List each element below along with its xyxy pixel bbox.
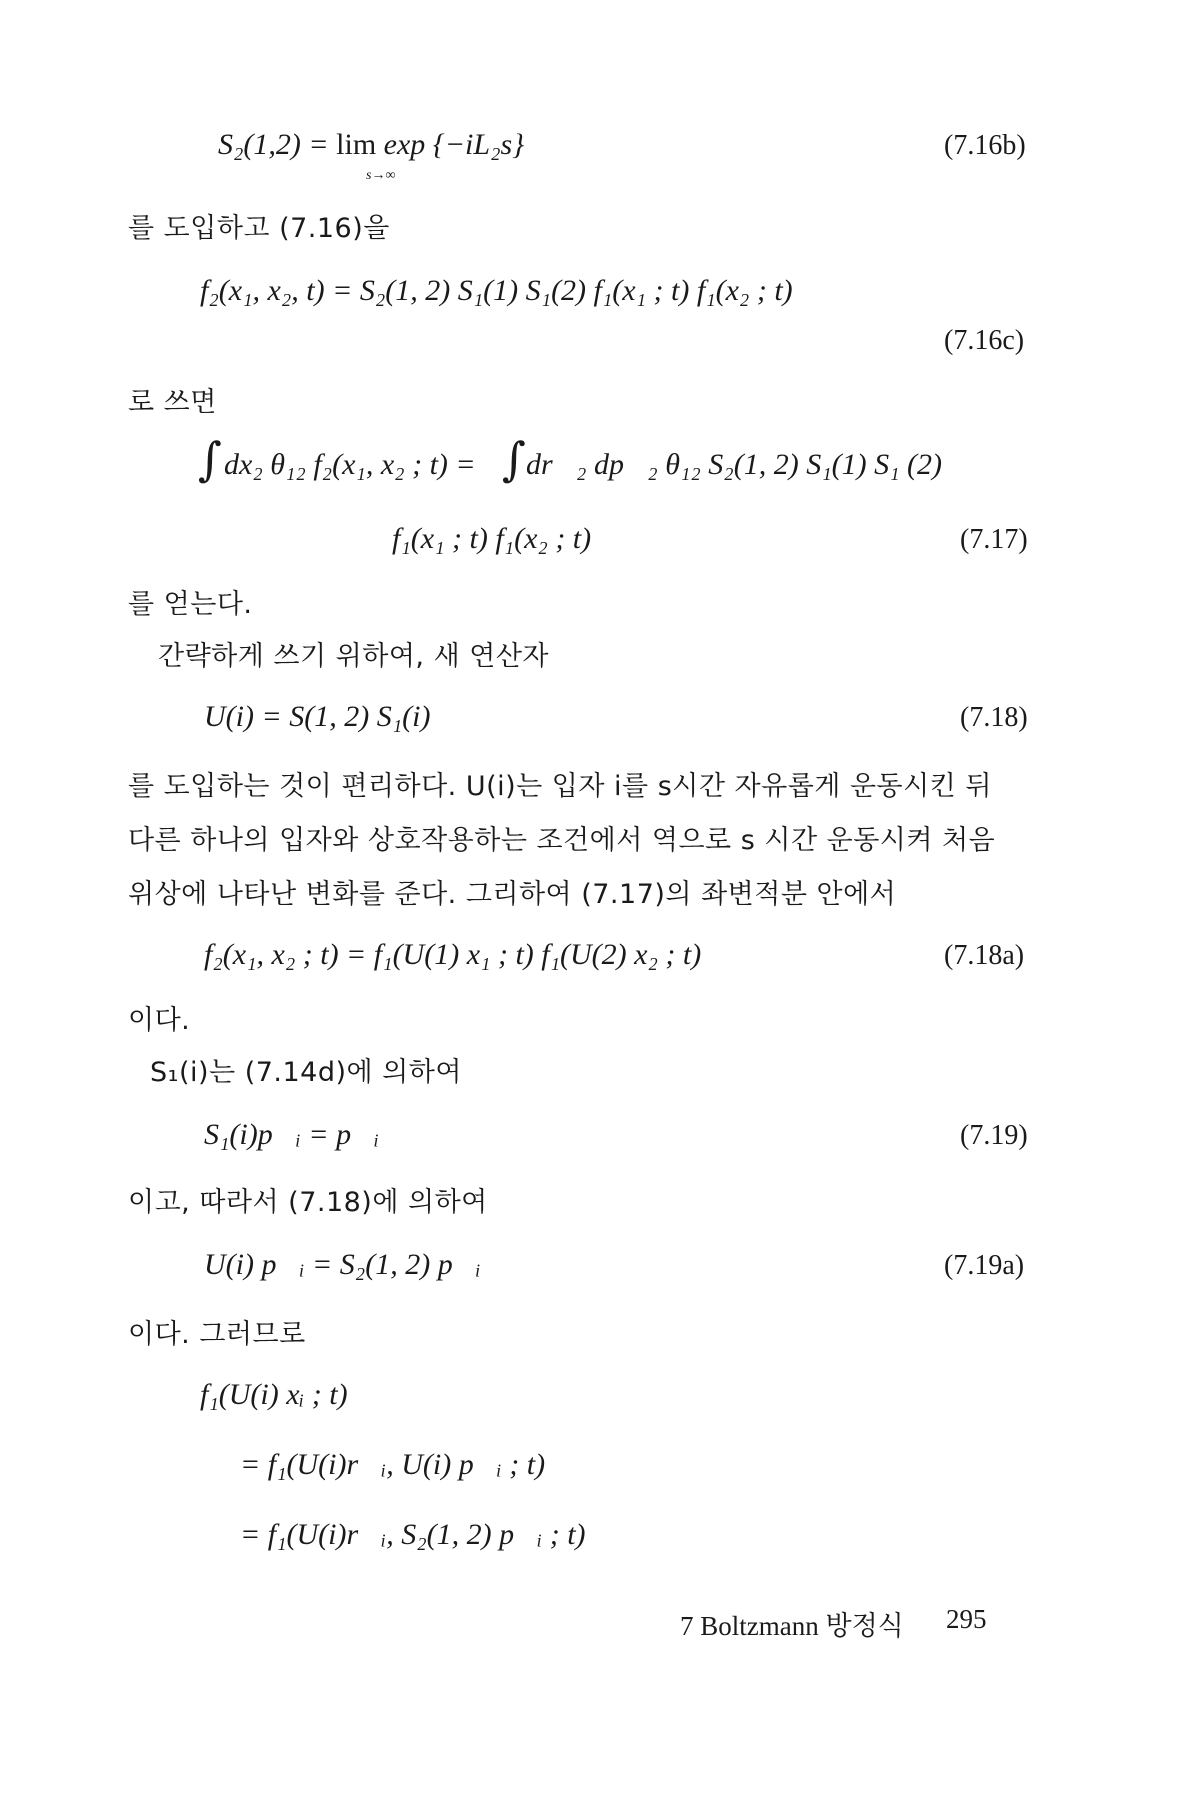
paragraph-7: S₁(i)는 (7.14d)에 의하여 — [150, 1057, 462, 1088]
derivation-line-2: = f₁(U(i)r⃗ᵢ, U(i) p⃗ᵢ ; t) — [240, 1448, 546, 1481]
paragraph-3: 를 얻는다. — [128, 589, 253, 620]
eq-7-18a: f₂(x₁, x₂ ; t) = f₁(U(1) x₁ ; t) f₁(U(2) x₂ ; t) — [204, 938, 702, 971]
paragraph-2: 로 쓰면 — [128, 387, 217, 418]
derivation-line-1: f₁(U(i) xᵢ ; t) — [200, 1378, 348, 1411]
lim-subscript: s→∞ — [366, 168, 396, 183]
eq-7-16b — [218, 128, 524, 162]
eq-7-17-continuation: f₁(x₁ ; t) f₁(x₂ ; t) — [392, 522, 592, 555]
paragraph-6: 이다. — [128, 1005, 191, 1036]
running-footer: 7 Boltzmann 방정식 — [680, 1611, 904, 1641]
integral-sign-right: ∫ — [502, 432, 526, 486]
eq-number-7-17: (7.17) — [960, 524, 1028, 555]
paragraph-8: 이고, 따라서 (7.18)에 의하여 — [128, 1187, 488, 1218]
eq-number-7-16b: (7.16b) — [944, 130, 1026, 161]
derivation-line-3: = f₁(U(i)r⃗ᵢ, S₂(1, 2) p⃗ᵢ ; t) — [240, 1518, 586, 1551]
lim-operator: lim — [336, 128, 377, 161]
paragraph-5-line-2: 다른 하나의 입자와 상호작용하는 조건에서 역으로 s 시간 운동시켜 처음 — [128, 825, 996, 856]
page-number: 295 — [946, 1604, 987, 1634]
eq-7-18: U(i) = S(1, 2) S₁(i) — [204, 700, 431, 733]
eq-number-7-18: (7.18) — [960, 702, 1028, 733]
paragraph-5-line-3: 위상에 나타난 변화를 준다. 그리하여 (7.17)의 좌변적분 안에서 — [128, 879, 897, 910]
eq-7-19: S₁(i)p⃗ᵢ = p⃗ᵢ — [204, 1118, 380, 1151]
eq-number-7-18a: (7.18a) — [944, 940, 1025, 971]
eq-7-16c: f₂(x₁, x₂, t) = S₂(1, 2) S₁(1) S₁(2) f₁(x₁ ; t) f₁(x₂ ; t) — [200, 274, 793, 307]
paragraph-9: 이다. 그러므로 — [128, 1319, 306, 1350]
eq-7-17-rhs: dr⃗₂ dp⃗₂ θ₁₂ S₂(1, 2) S₁(1) S₁ (2) — [526, 448, 943, 481]
eq-7-16b-lhs: S₂(1,2) = — [218, 128, 337, 161]
eq-7-17-lhs: dx₂ θ₁₂ f₂(x₁, x₂ ; t) = — [224, 448, 476, 481]
paragraph-5-line-1: 를 도입하는 것이 편리하다. U(i)는 입자 i를 s시간 자유롭게 운동시킨 뒤 — [128, 771, 992, 802]
eq-number-7-19a: (7.19a) — [944, 1250, 1025, 1281]
paragraph-1: 를 도입하고 (7.16)을 — [128, 213, 390, 244]
paragraph-4: 간략하게 쓰기 위하여, 새 연산자 — [158, 641, 549, 672]
eq-number-7-16c: (7.16c) — [944, 325, 1025, 356]
integral-sign-left: ∫ — [198, 432, 222, 486]
eq-number-7-19: (7.19) — [960, 1120, 1028, 1151]
eq-7-19a: U(i) p⃗ᵢ = S₂(1, 2) p⃗ᵢ — [204, 1248, 481, 1281]
eq-7-16b-rhs: exp {−iL₂s} — [376, 128, 525, 161]
